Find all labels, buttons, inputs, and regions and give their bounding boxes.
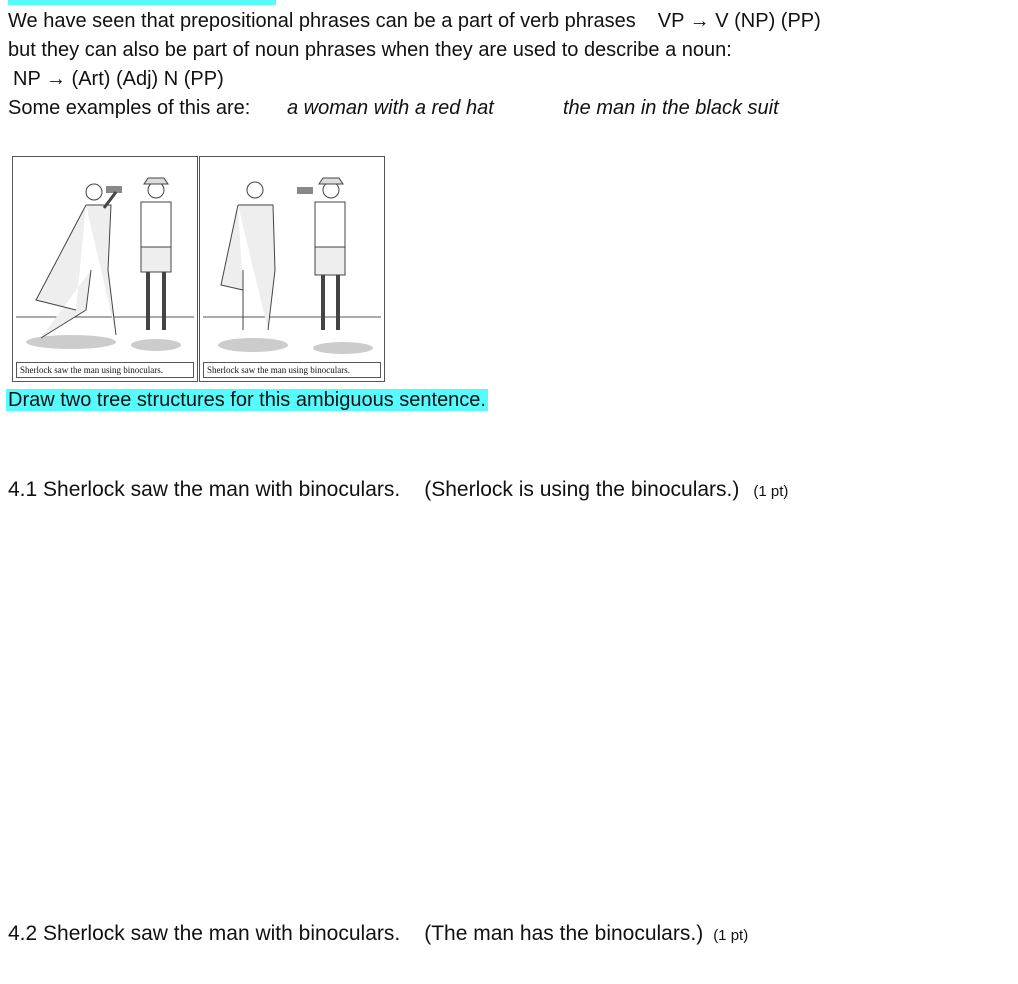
sherlock-using-binoculars-illustration: [16, 160, 194, 360]
vp-rule: VP → V (NP) (PP): [657, 10, 821, 32]
np-rule: NP → (Art) (Adj) N (PP): [13, 68, 224, 90]
intro-line-2: but they can also be part of noun phrases when they are used to describe a noun:: [8, 39, 732, 61]
panel-caption: Sherlock saw the man using binoculars.: [203, 362, 381, 378]
question-number: 4.1: [8, 478, 38, 501]
instruction: [6, 388, 488, 412]
example-2: the man in the black suit: [563, 97, 779, 119]
illustration-panel-2: [199, 156, 385, 382]
question-points: (1 pt): [753, 483, 789, 500]
man-using-binoculars-illustration: [203, 160, 381, 360]
examples-label: Some examples of this are:: [8, 97, 251, 119]
question-number: 4.2: [8, 922, 38, 945]
question-4-2: [8, 922, 748, 948]
question-sentence: Sherlock saw the man with binoculars.: [43, 922, 401, 945]
question-points: (1 pt): [713, 927, 749, 944]
question-4-1: [8, 478, 788, 504]
question-sentence: Sherlock saw the man with binoculars.: [43, 478, 401, 501]
instruction-text: Draw two tree structures for this ambiguous sentence.: [8, 389, 486, 411]
example-1: a woman with a red hat: [287, 97, 494, 119]
highlight-strip: [8, 0, 276, 5]
intro-line-1: [8, 9, 821, 33]
intro-line-1-text: We have seen that prepositional phrases can be a part of verb phrases: [8, 10, 636, 32]
illustration-panel-1: [12, 156, 198, 382]
question-meaning: (The man has the binoculars.): [424, 922, 704, 945]
question-meaning: (Sherlock is using the binoculars.): [424, 478, 740, 501]
panel-caption: Sherlock saw the man using binoculars.: [16, 362, 194, 378]
